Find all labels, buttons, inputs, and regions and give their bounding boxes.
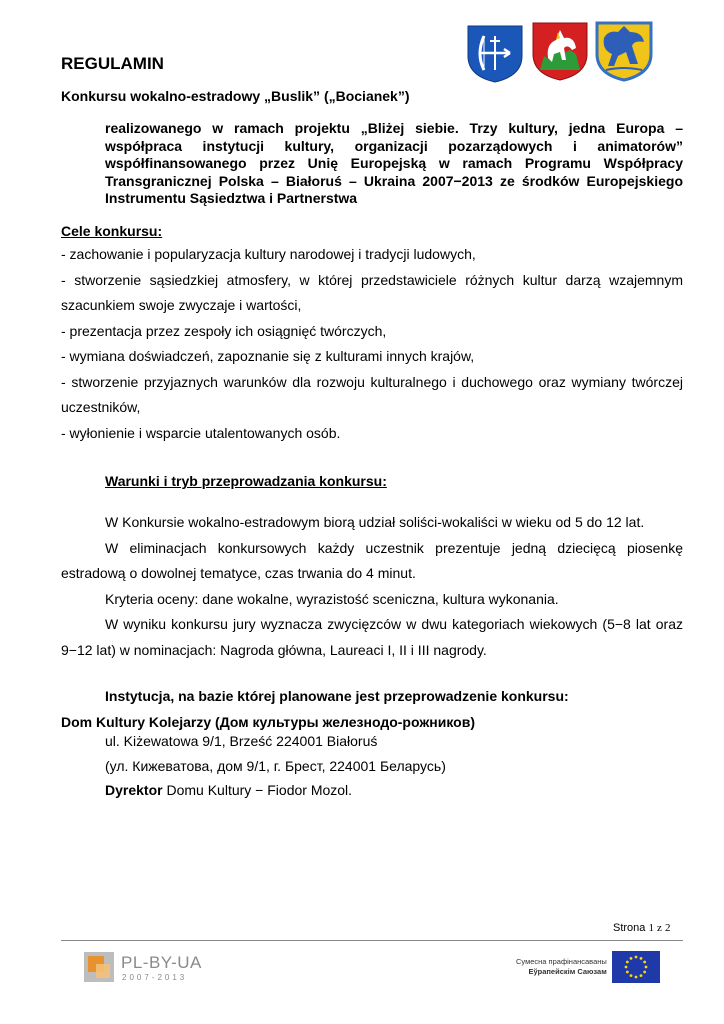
eu-star: [635, 976, 638, 979]
goal-item: - prezentacja przez zespoły ich osiągnięć twórczych,: [61, 322, 387, 339]
condition-paragraph: W Konkursie wokalno-estradowym biorą udział soliści-wokaliści w wieku od 5 do 12 lat.: [105, 514, 645, 530]
institution-heading: Instytucja, na bazie której planowane jest przeprowadzenie konkursu:: [105, 688, 569, 704]
eu-star: [626, 961, 629, 964]
eu-line-2: Еўрапейскім Саюзам: [528, 967, 607, 976]
eu-star: [643, 961, 646, 964]
page-label: Strona: [613, 922, 646, 934]
program-logo-text: PL-BY-UA: [121, 953, 202, 972]
condition-paragraph: Kryteria oceny: dane wokalne, wyrazistość sceniczna, kultura wykonania.: [105, 590, 559, 607]
goal-item: - wyłonienie i wsparcie utalentowanych osób.: [61, 424, 341, 441]
conditions-heading: Warunki i tryb przeprowadzania konkursu:: [105, 473, 387, 489]
goal-item: - zachowanie i popularyzacja kultury narodowej i tradycji ludowych,: [61, 246, 476, 262]
address-polish: ul. Kiżewatowa 9/1, Brześć 224001 Białoruś: [105, 733, 378, 749]
eu-star: [626, 971, 629, 974]
page-number: [613, 922, 671, 934]
pl-by-ua-logo-icon: [82, 950, 116, 984]
goals-section: [61, 223, 683, 446]
lviv-coat-of-arms-icon: [594, 20, 654, 82]
page-of: z: [657, 922, 662, 934]
director-text: Domu Kultury − Fiodor Mozol.: [162, 782, 353, 798]
condition-paragraph: W wyniku konkursu jury wyznacza zwycięzców w dwu kategoriach wiekowych (5−8 lat oraz 9−12 lat) w nominacjach: Nagroda główna, Laureaci I, II i III nagrody.: [61, 616, 683, 658]
eu-star: [645, 966, 648, 969]
goal-item: - stworzenie sąsiedzkiej atmosfery, w której przedstawiciele różnych kultur darzą wzajemnym szacunkiem swoje zwyczaje i wartości,: [61, 271, 683, 313]
lublin-coat-of-arms-icon: [530, 20, 590, 82]
eu-star: [625, 966, 628, 969]
goals-heading: Cele konkursu:: [61, 223, 163, 239]
eu-line-1: Сумесна прафінансаваны: [516, 957, 607, 966]
eu-star: [640, 974, 643, 977]
program-years: 2007-2013: [122, 973, 188, 982]
goal-item: - wymiana doświadczeń, zapoznanie się z kulturami innych krajów,: [61, 348, 475, 364]
eu-star: [635, 956, 638, 959]
address-russian: (ул. Кижеватова, дом 9/1, г. Брест, 224001 Беларусь): [105, 758, 446, 774]
footer-divider: [61, 940, 683, 941]
conditions-section: [61, 510, 683, 663]
page-total: 2: [665, 922, 671, 934]
eu-cofinanced-text: [516, 957, 607, 977]
director-line: [105, 782, 352, 798]
institution-name: Dom Kultury Kolejarzy (Дом культуры железнодо-рожников): [61, 714, 475, 730]
goal-item: - stworzenie przyjaznych warunków dla rozwoju kulturalnego i duchowego oraz wymiany twórczej uczestników,: [61, 373, 683, 415]
project-description: realizowanego w ramach projektu „Bliżej siebie. Trzy kultury, jedna Europa – współpraca instytucji kultury, organizacji pozarządowych i animatorów” współfinansowanego przez Unię Europejską w ramach Programu Współpracy Transgranicznej Polska – Białoruś – Ukraina 2007−2013 ze środków Europejskiego Instrumentu Sąsiedztwa i Partnerstwa: [105, 120, 683, 206]
eu-star: [640, 957, 643, 960]
eu-star: [630, 957, 633, 960]
condition-paragraph: W eliminacjach konkursowych każdy uczestnik prezentuje jedną dziecięcą piosenkę estradową o dowolnej tematyce, czas trwania do 4 minut.: [61, 539, 683, 581]
eu-star: [643, 971, 646, 974]
document-title: REGULAMIN: [61, 54, 164, 73]
document-subtitle: Konkursu wokalno-estradowy „Buslik” („Bocianek”): [61, 88, 410, 104]
director-label: Dyrektor: [105, 782, 163, 798]
page-current: 1: [648, 922, 654, 934]
brest-coat-of-arms-icon: [464, 22, 526, 84]
eu-flag-icon: [612, 951, 660, 983]
eu-star: [630, 974, 633, 977]
